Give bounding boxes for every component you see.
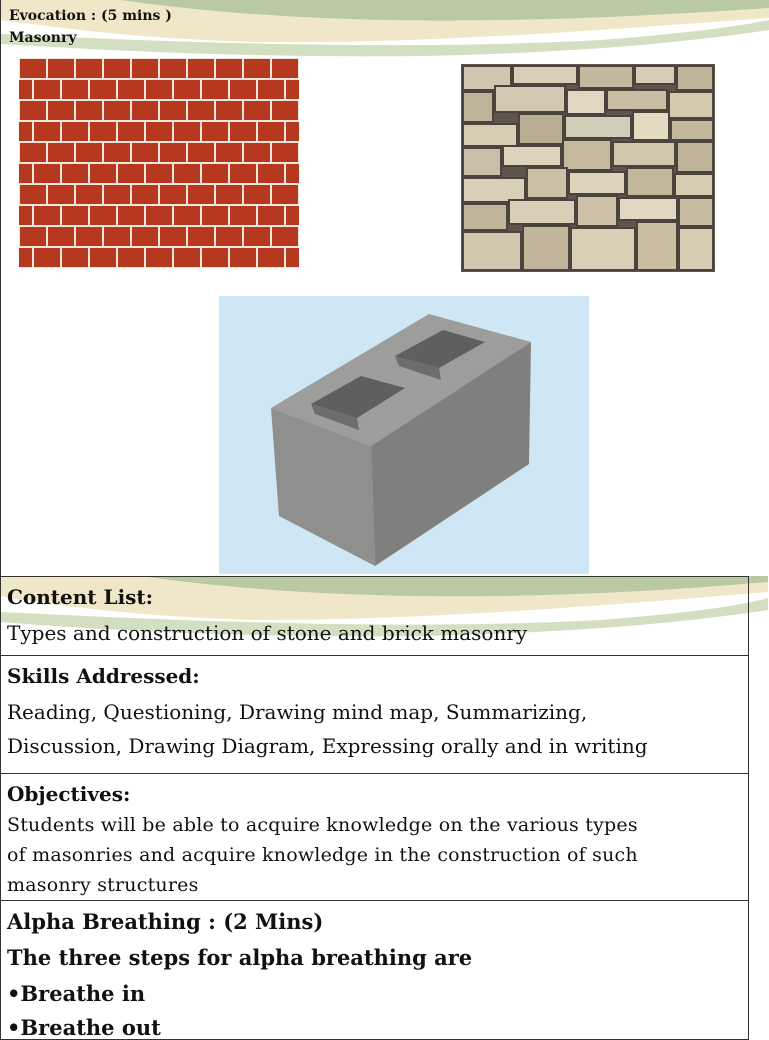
brick-wall-image xyxy=(19,58,299,268)
concrete-block-image xyxy=(219,296,589,574)
content-list-heading: Content List: xyxy=(7,585,154,609)
skills-heading: Skills Addressed: xyxy=(7,664,200,688)
content-list-text: Types and construction of stone and brick masonry xyxy=(7,621,528,645)
alpha-step: •Breathe in xyxy=(7,981,146,1006)
slide-lesson-plan xyxy=(0,576,768,1040)
objectives-line: of masonries and acquire knowledge in the construction of such xyxy=(7,844,638,866)
objectives-line: Students will be able to acquire knowledge on the various types xyxy=(7,814,638,836)
alpha-step: •Breathe out xyxy=(7,1015,161,1040)
alpha-heading: Alpha Breathing : (2 Mins) xyxy=(7,909,324,934)
content-list-section xyxy=(0,576,749,656)
evocation-label: Evocation : (5 mins ) xyxy=(9,8,172,24)
objectives-line: masonry structures xyxy=(7,874,199,896)
stone-wall-image xyxy=(461,64,715,272)
skills-line: Reading, Questioning, Drawing mind map, Summarizing, xyxy=(7,700,588,724)
alpha-intro: The three steps for alpha breathing are xyxy=(7,945,473,970)
alpha-breathing-section xyxy=(0,900,749,1040)
skills-section xyxy=(0,655,749,774)
objectives-section xyxy=(0,773,749,901)
skills-line: Discussion, Drawing Diagram, Expressing orally and in writing xyxy=(7,734,648,758)
objectives-heading: Objectives: xyxy=(7,782,131,806)
topic-label: Masonry xyxy=(9,30,77,46)
